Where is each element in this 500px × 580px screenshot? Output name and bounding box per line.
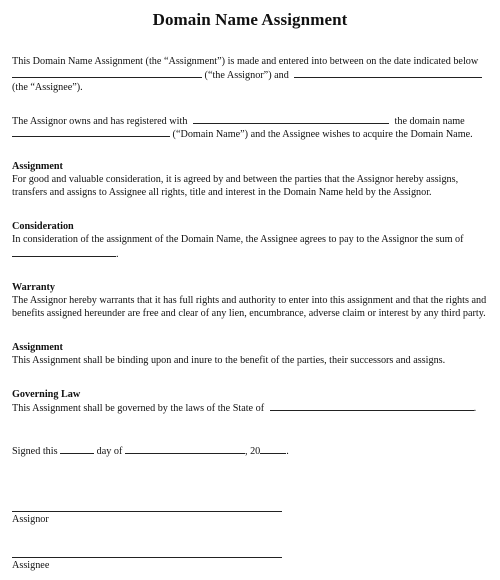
assignor-label: (“the Assignor”) and: [204, 70, 289, 81]
assignment2-line-1: This Assignment shall be binding upon and inure to the benefit of the parties, their successors and assigns.: [12, 355, 446, 366]
warranty-line-2: benefits assigned hereunder are free and clear of any lien, encumbrance, adverse claim or interest by any third party.: [12, 308, 486, 319]
registration-text-b: the domain name: [394, 116, 465, 127]
signed-suffix: .: [286, 446, 289, 457]
registration-text-c: (“Domain Name”) and the Assignee wishes to acquire the Domain Name.: [172, 129, 473, 140]
consideration-line-1: In consideration of the assignment of the Domain Name, the Assignee agrees to pay to the Assignor the sum of: [12, 234, 464, 245]
domain-name-blank[interactable]: [12, 127, 170, 137]
assignee-signature-label: Assignee: [12, 560, 50, 571]
consideration-line-2: [12, 247, 496, 262]
signed-month-blank[interactable]: [125, 444, 245, 454]
document-title: Domain Name Assignment: [152, 10, 348, 29]
signed-day-blank[interactable]: [60, 444, 94, 454]
warranty-line-1: The Assignor hereby warrants that it has full rights and authority to enter into this assignment and that the rights and: [12, 295, 487, 306]
signed-year-prefix: , 20: [244, 446, 261, 457]
assignor-name-blank[interactable]: [12, 68, 202, 78]
state-blank[interactable]: [270, 401, 474, 411]
consideration-heading: Consideration: [12, 221, 74, 232]
assignee-signature-line[interactable]: [12, 557, 282, 558]
warranty-heading: Warranty: [12, 282, 56, 293]
assignor-signature-line[interactable]: [12, 511, 282, 512]
assignee-label: (the “Assignee”).: [12, 82, 83, 93]
sum-blank[interactable]: [12, 247, 116, 257]
assignment-heading: Assignment: [12, 161, 63, 172]
registration-text-a: The Assignor owns and has registered with: [12, 116, 188, 127]
registrar-blank[interactable]: [193, 114, 389, 124]
assignee-name-blank[interactable]: [294, 68, 482, 78]
signed-day-of: day of: [96, 446, 123, 457]
signed-prefix: Signed this: [12, 446, 58, 457]
governing-law-text: This Assignment shall be governed by the laws of the State of: [12, 403, 265, 414]
governing-law-heading: Governing Law: [12, 389, 81, 400]
assignment2-heading: Assignment: [12, 342, 63, 353]
signed-year-blank[interactable]: [260, 444, 286, 454]
consideration-period: .: [116, 249, 119, 260]
intro-line-1: This Domain Name Assignment (the “Assignment”) is made and entered into between on the date indicated below: [12, 56, 479, 67]
registration-line-2: [12, 127, 496, 142]
assignment-line-1: For good and valuable consideration, it is agreed by and between the parties that the Assignor hereby assigns,: [12, 174, 459, 185]
governing-law-line-1: This Assignment shall be governed by the laws of the State of .: [12, 403, 477, 414]
signed-line: [12, 444, 496, 459]
assignment-line-2: transfers and assigns to Assignee all rights, title and interest in the Domain Name held by the Assignor.: [12, 187, 432, 198]
assignor-signature-label: Assignor: [12, 514, 49, 525]
